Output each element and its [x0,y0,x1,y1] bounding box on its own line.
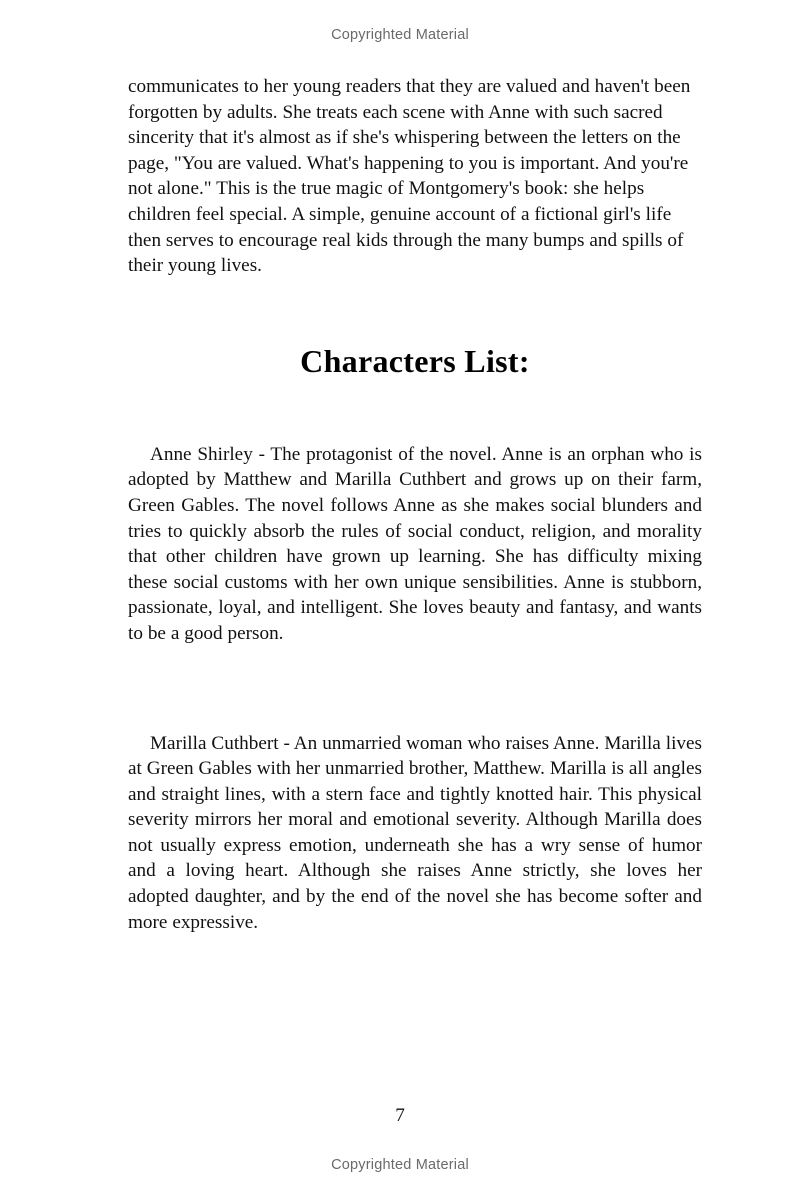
character-entry-anne-shirley: Anne Shirley - The protagonist of the novel. Anne is an orphan who is adopted by Matthew and Marilla Cuthbert and grows up on their farm, Green Gables. The novel follows Anne as she makes social blunders and tries to quickly absorb the rules of social conduct, religion, and morality that other children have grown up learning. She has difficulty mixing these social customs with her own unique sensibilities. Anne is stubborn, passionate, loyal, and intelligent. She loves beauty and fantasy, and wants to be a good person. [128,443,702,644]
section-heading-characters-list: Characters List: [300,342,530,379]
character-entry-marilla-cuthbert: Marilla Cuthbert - An unmarried woman who raises Anne. Marilla lives at Green Gables with her unmarried brother, Matthew. Marilla is all angles and straight lines, with a stern face and tightly knotted hair. This physical severity mirrors her moral and emotional severity. Although Marilla does not usually express emotion, underneath she has a wry sense of humor and a loving heart. Although she raises Anne strictly, she loves her adopted daughter, and by the end of the novel she has become softer and more expressive. [128,732,702,933]
spacer-before-heading [128,279,702,342]
page-text-column [128,74,702,935]
copyright-watermark-top: Copyrighted Material [331,27,469,43]
spacer-between-character-entries [128,647,702,731]
copyright-watermark-bottom: Copyrighted Material [331,1157,469,1173]
continued-paragraph: communicates to her young readers that they are valued and haven't been forgotten by adults. She treats each scene with Anne with such sacred sincerity that it's almost as if she's whispering between the letters on the page, "You are valued. What's happening to you is important. And you're not alone." This is the true magic of Montgomery's book: she helps children feel special. A simple, genuine account of a fictional girl's life then serves to encourage real kids through the many bumps and spills of their young lives. [128,76,691,277]
page-number-folio: 7 [395,1105,405,1126]
spacer-after-heading [128,380,702,442]
